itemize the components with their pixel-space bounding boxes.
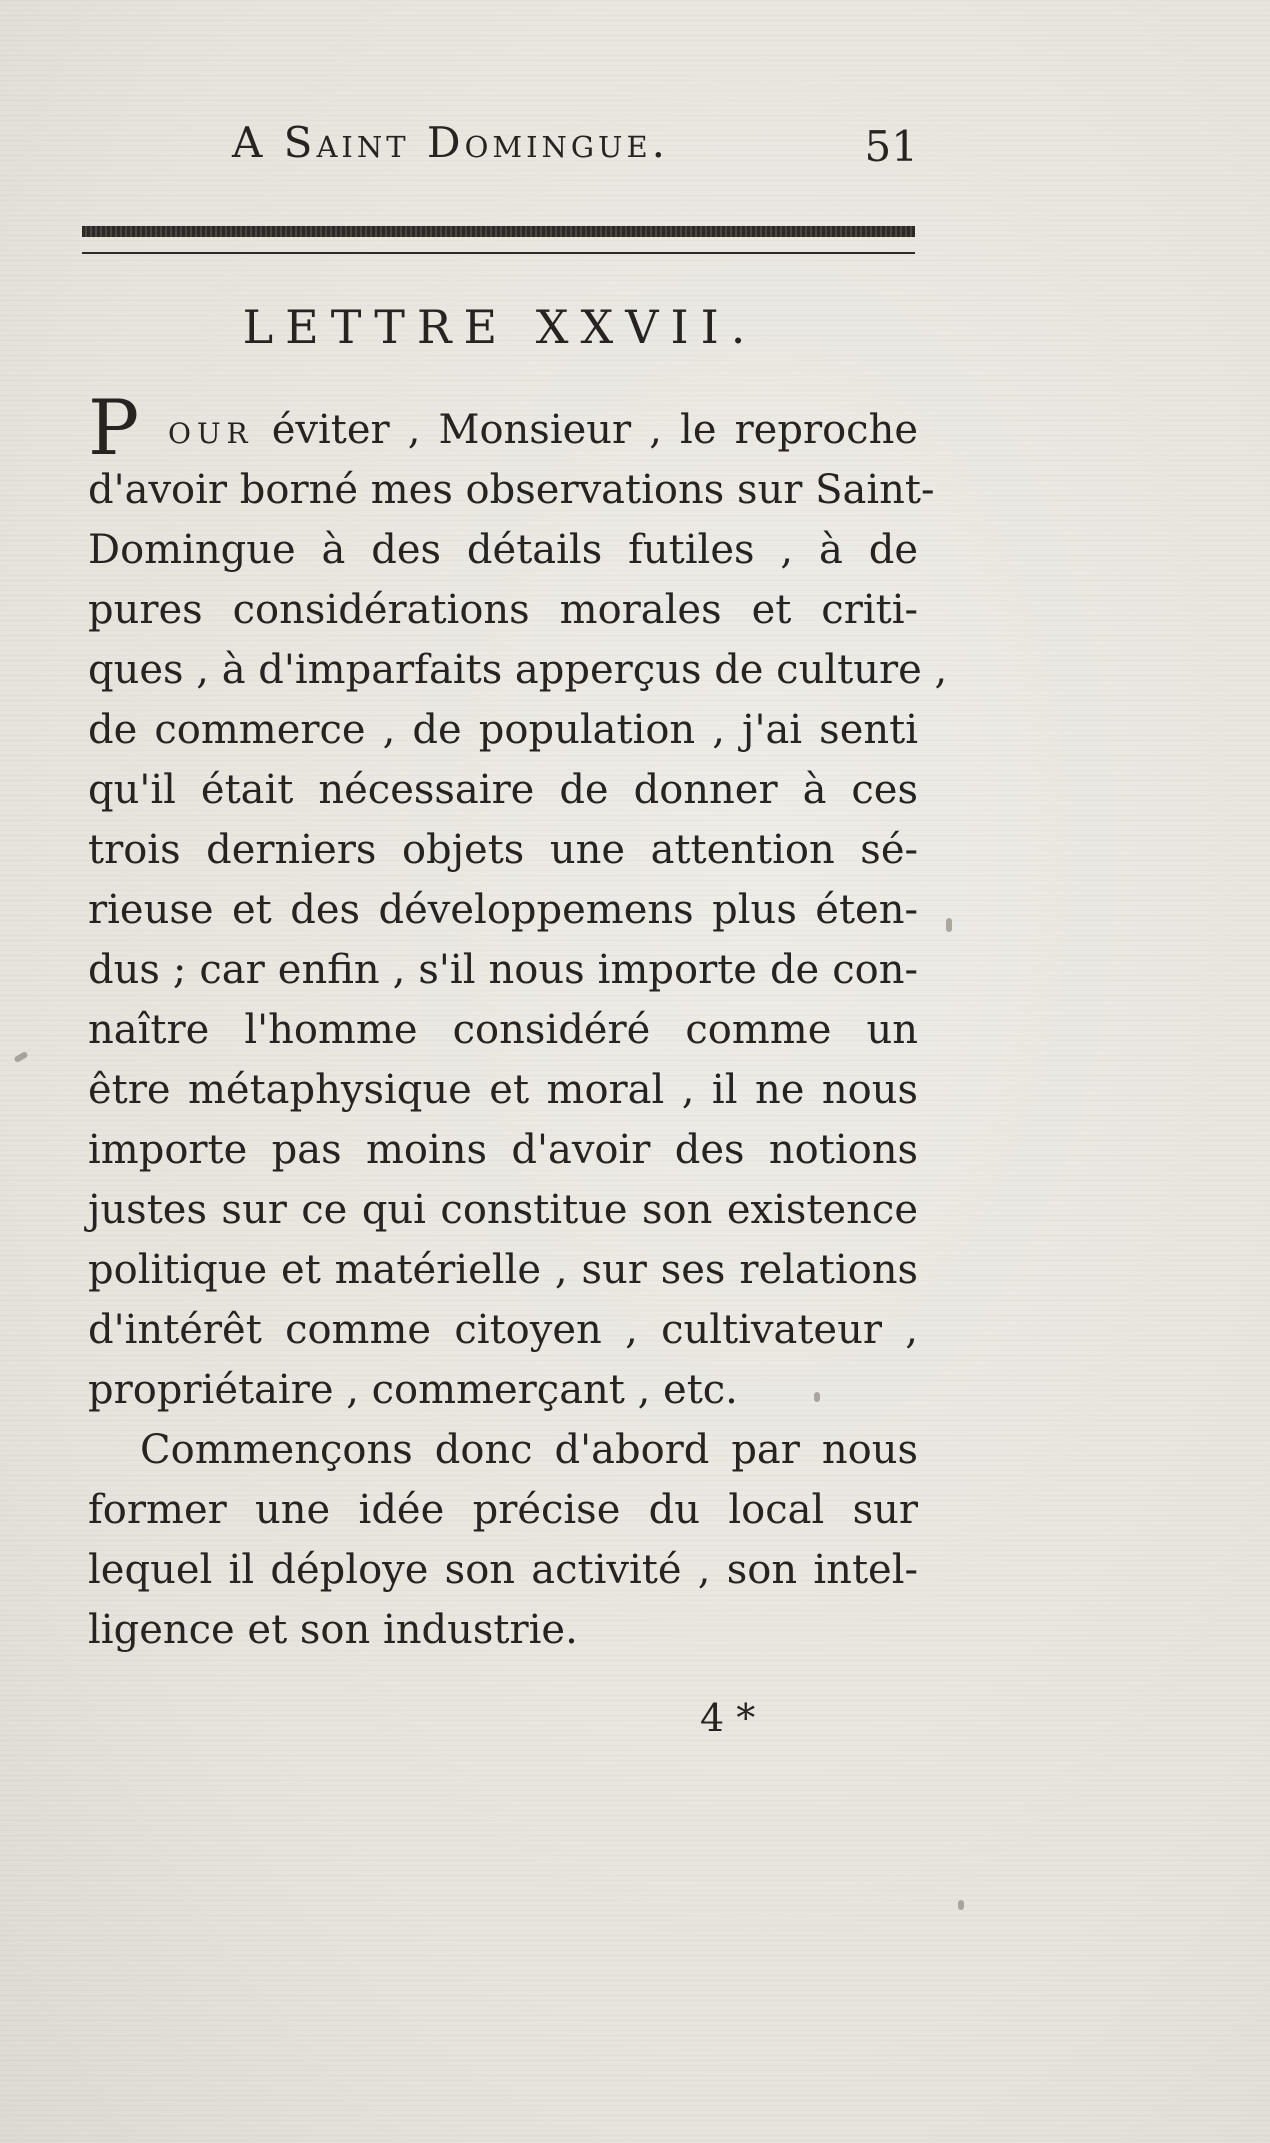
- ink-speck: [946, 918, 952, 932]
- signature-mark: 4 *: [700, 1696, 756, 1740]
- text-line: propriétaire , commerçant , etc.: [88, 1367, 738, 1413]
- text-line: ligence et son industrie.: [88, 1607, 578, 1653]
- ink-speck: [814, 1392, 820, 1402]
- text-line: Commençons donc d'abord par nous: [140, 1427, 918, 1473]
- text-line: [88, 383, 919, 472]
- drop-cap: P: [88, 383, 140, 472]
- running-title: A Saint Domingue.: [232, 118, 670, 167]
- ink-speck: [13, 1051, 28, 1063]
- thin-rule: [82, 252, 915, 254]
- text-line: trois derniers objets une attention sé-: [88, 827, 918, 873]
- page-header: [88, 118, 918, 180]
- text-line: être métaphysique et moral , il ne nous: [88, 1067, 918, 1113]
- page-number: 51: [864, 122, 918, 171]
- letter-body: [88, 383, 948, 1660]
- text-line: dus ; car enfin , s'il nous importe de con-: [88, 947, 918, 993]
- letter-heading: LETTRE XXVII.: [242, 300, 758, 354]
- show-through-text: [880, 260, 1220, 1560]
- text-line: d'intérêt comme citoyen , cultivateur ,: [88, 1307, 918, 1353]
- text-line: ques , à d'imparfaits apperçus de culture ,: [88, 647, 948, 693]
- text-line: pures considérations morales et criti-: [88, 587, 918, 633]
- small-caps-word: our: [168, 407, 254, 453]
- line-text: éviter , Monsieur , le reproche: [271, 407, 919, 453]
- text-line: de commerce , de population , j'ai senti: [88, 707, 918, 753]
- text-line: qu'il était nécessaire de donner à ces: [88, 767, 918, 813]
- text-line: d'avoir borné mes observations sur Saint-: [88, 467, 935, 513]
- text-line: importe pas moins d'avoir des notions: [88, 1127, 918, 1173]
- text-line: rieuse et des développemens plus éten-: [88, 887, 918, 933]
- text-line: Domingue à des détails futiles , à de: [88, 527, 918, 573]
- text-line: lequel il déploye son activité , son intel-: [88, 1547, 918, 1593]
- text-line: justes sur ce qui constitue son existence: [88, 1187, 918, 1233]
- text-line: politique et matérielle , sur ses relations: [88, 1247, 918, 1293]
- ink-speck: [958, 1900, 964, 1910]
- ornamental-rule: [82, 226, 915, 237]
- text-line: former une idée précise du local sur: [88, 1487, 918, 1533]
- text-line: naître l'homme considéré comme un: [88, 1007, 918, 1053]
